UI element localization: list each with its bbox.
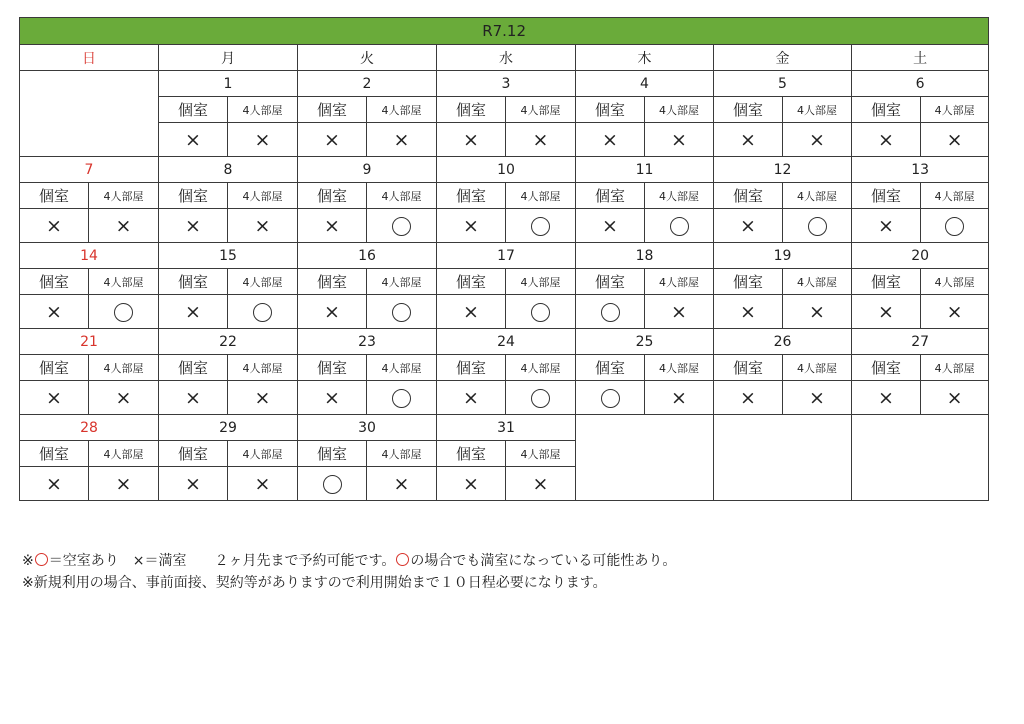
shared-room-label: 4人部屋 — [228, 97, 298, 123]
day-number: 27 — [852, 329, 989, 355]
availability-cell — [437, 123, 506, 157]
availability-cell — [783, 209, 852, 243]
day-number: 20 — [852, 243, 989, 269]
vacant-circle-icon — [531, 303, 550, 322]
shared-room-label: 4人部屋 — [89, 183, 159, 209]
shared-room-label: 4人部屋 — [783, 97, 852, 123]
private-room-label: 個室 — [298, 269, 367, 295]
availability-cell — [437, 381, 506, 415]
shared-room-label: 4人部屋 — [645, 269, 714, 295]
shared-room-label: 4人部屋 — [783, 183, 852, 209]
full-cross-mark: × — [185, 214, 201, 237]
legend-text-2: の場合でも満室になっている可能性あり。 — [410, 553, 677, 569]
private-room-label: 個室 — [20, 269, 89, 295]
full-cross-mark: × — [254, 128, 271, 151]
full-cross-mark: × — [115, 214, 132, 237]
full-cross-mark: × — [463, 472, 479, 495]
private-room-label: 個室 — [437, 269, 506, 295]
full-cross-mark: × — [46, 472, 62, 495]
shared-room-label: 4人部屋 — [367, 441, 437, 467]
vacant-circle-icon — [808, 217, 827, 236]
full-cross-mark: × — [393, 128, 410, 151]
vacant-circle-icon — [392, 389, 411, 408]
day-number: 14 — [20, 243, 159, 269]
availability-cell — [367, 123, 437, 157]
availability-cell — [576, 381, 645, 415]
private-room-label: 個室 — [437, 183, 506, 209]
availability-cell — [645, 295, 714, 329]
private-room-label: 個室 — [576, 355, 645, 381]
availability-cell — [159, 209, 228, 243]
day-number: 7 — [20, 157, 159, 183]
weekday-header: 木 — [576, 45, 714, 71]
full-cross-mark: × — [185, 472, 201, 495]
availability-cell — [506, 381, 576, 415]
availability-cell — [506, 123, 576, 157]
shared-room-label: 4人部屋 — [367, 355, 437, 381]
vacant-circle-icon — [253, 303, 272, 322]
full-cross-mark: × — [463, 386, 479, 409]
availability-cell — [20, 381, 89, 415]
full-cross-mark: × — [254, 214, 271, 237]
full-cross-mark: × — [185, 128, 201, 151]
private-room-label: 個室 — [159, 355, 228, 381]
legend-line-2: ※新規利用の場合、事前面接、契約等がありますので利用開始まで１０日程必要になります。 — [22, 575, 607, 591]
full-cross-mark: × — [671, 300, 687, 323]
vacant-circle-icon — [531, 217, 550, 236]
day-number: 23 — [298, 329, 437, 355]
day-number: 15 — [159, 243, 298, 269]
shared-room-label: 4人部屋 — [89, 355, 159, 381]
vacant-circle-icon — [601, 303, 620, 322]
availability-cell — [852, 209, 921, 243]
legend-text-1: ＝空室あり ×＝満室 ２ヶ月先まで予約可能です。 — [48, 553, 396, 569]
availability-cell — [159, 295, 228, 329]
private-room-label: 個室 — [298, 97, 367, 123]
legend-line-1 — [22, 550, 676, 572]
full-cross-mark: × — [671, 386, 687, 409]
availability-cell — [714, 381, 783, 415]
availability-cell — [506, 209, 576, 243]
full-cross-mark: × — [532, 128, 549, 151]
availability-cell — [228, 467, 298, 501]
availability-cell — [783, 381, 852, 415]
availability-cell — [20, 295, 89, 329]
day-number: 21 — [20, 329, 159, 355]
full-cross-mark: × — [809, 300, 825, 323]
day-number: 11 — [576, 157, 714, 183]
full-cross-mark: × — [946, 386, 963, 409]
vacant-circle-icon — [392, 217, 411, 236]
full-cross-mark: × — [46, 386, 62, 409]
full-cross-mark: × — [463, 300, 479, 323]
availability-cell — [367, 467, 437, 501]
vacant-circle-icon — [114, 303, 133, 322]
day-number: 6 — [852, 71, 989, 97]
shared-room-label: 4人部屋 — [506, 269, 576, 295]
availability-cell — [367, 295, 437, 329]
day-number: 10 — [437, 157, 576, 183]
availability-cell — [576, 123, 645, 157]
day-number: 28 — [20, 415, 159, 441]
availability-cell — [437, 295, 506, 329]
vacant-circle-icon — [531, 389, 550, 408]
availability-calendar — [19, 17, 989, 501]
full-cross-mark: × — [463, 214, 479, 237]
availability-cell — [506, 295, 576, 329]
shared-room-label: 4人部屋 — [228, 441, 298, 467]
vacant-circle-icon — [945, 217, 964, 236]
availability-cell — [367, 209, 437, 243]
private-room-label: 個室 — [852, 355, 921, 381]
availability-cell — [852, 123, 921, 157]
empty-day-cell — [714, 415, 852, 441]
full-cross-mark: × — [878, 300, 894, 323]
shared-room-label: 4人部屋 — [921, 183, 989, 209]
availability-cell — [437, 467, 506, 501]
private-room-label: 個室 — [298, 355, 367, 381]
full-cross-mark: × — [185, 300, 201, 323]
shared-room-label: 4人部屋 — [228, 269, 298, 295]
private-room-label: 個室 — [20, 355, 89, 381]
shared-room-label: 4人部屋 — [367, 269, 437, 295]
full-cross-mark: × — [324, 214, 340, 237]
day-number: 29 — [159, 415, 298, 441]
vacant-circle-icon — [670, 217, 689, 236]
availability-cell — [298, 467, 367, 501]
availability-cell — [367, 381, 437, 415]
shared-room-label: 4人部屋 — [506, 441, 576, 467]
availability-cell — [228, 209, 298, 243]
day-number: 19 — [714, 243, 852, 269]
private-room-label: 個室 — [159, 183, 228, 209]
full-cross-mark: × — [740, 300, 756, 323]
empty-day-cell — [20, 71, 159, 97]
vacant-circle-icon — [323, 475, 342, 494]
private-room-label: 個室 — [714, 183, 783, 209]
full-cross-mark: × — [809, 386, 825, 409]
full-cross-mark: × — [602, 214, 618, 237]
shared-room-label: 4人部屋 — [367, 97, 437, 123]
full-cross-mark: × — [393, 472, 410, 495]
weekday-header: 火 — [298, 45, 437, 71]
private-room-label: 個室 — [20, 441, 89, 467]
empty-day-cell — [852, 415, 989, 441]
private-room-label: 個室 — [852, 183, 921, 209]
weekday-header: 日 — [20, 45, 159, 71]
availability-cell — [298, 123, 367, 157]
availability-cell — [921, 209, 989, 243]
availability-cell — [852, 295, 921, 329]
private-room-label: 個室 — [20, 183, 89, 209]
private-room-label: 個室 — [159, 97, 228, 123]
vacant-circle-icon — [601, 389, 620, 408]
shared-room-label: 4人部屋 — [89, 441, 159, 467]
private-room-label: 個室 — [437, 355, 506, 381]
full-cross-mark: × — [946, 300, 963, 323]
day-number: 4 — [576, 71, 714, 97]
full-cross-mark: × — [602, 128, 618, 151]
shared-room-label: 4人部屋 — [367, 183, 437, 209]
weekday-header: 土 — [852, 45, 989, 71]
shared-room-label: 4人部屋 — [921, 269, 989, 295]
availability-cell — [20, 467, 89, 501]
full-cross-mark: × — [740, 386, 756, 409]
availability-cell — [645, 381, 714, 415]
availability-cell — [437, 209, 506, 243]
empty-day-cell — [20, 97, 159, 123]
availability-cell — [921, 381, 989, 415]
availability-cell — [89, 209, 159, 243]
day-number: 3 — [437, 71, 576, 97]
empty-day-cell — [576, 441, 714, 467]
day-number: 26 — [714, 329, 852, 355]
full-cross-mark: × — [878, 386, 894, 409]
availability-cell — [576, 295, 645, 329]
shared-room-label: 4人部屋 — [645, 97, 714, 123]
full-cross-mark: × — [740, 128, 756, 151]
weekday-header: 月 — [159, 45, 298, 71]
availability-cell — [89, 381, 159, 415]
vacant-circle-icon — [396, 553, 409, 566]
day-number: 2 — [298, 71, 437, 97]
shared-room-label: 4人部屋 — [921, 355, 989, 381]
availability-cell — [159, 467, 228, 501]
availability-cell — [298, 209, 367, 243]
day-number: 1 — [159, 71, 298, 97]
availability-cell — [714, 123, 783, 157]
full-cross-mark: × — [46, 300, 62, 323]
vacant-circle-icon — [35, 553, 48, 566]
shared-room-label: 4人部屋 — [89, 269, 159, 295]
private-room-label: 個室 — [576, 269, 645, 295]
empty-day-cell — [852, 467, 989, 501]
full-cross-mark: × — [463, 128, 479, 151]
full-cross-mark: × — [185, 386, 201, 409]
empty-day-cell — [20, 123, 159, 157]
availability-cell — [298, 381, 367, 415]
availability-cell — [20, 209, 89, 243]
private-room-label: 個室 — [298, 183, 367, 209]
full-cross-mark: × — [324, 128, 340, 151]
day-number: 24 — [437, 329, 576, 355]
weekday-header: 水 — [437, 45, 576, 71]
private-room-label: 個室 — [852, 269, 921, 295]
empty-day-cell — [576, 467, 714, 501]
day-number: 31 — [437, 415, 576, 441]
shared-room-label: 4人部屋 — [783, 269, 852, 295]
day-number: 17 — [437, 243, 576, 269]
legend-notes — [22, 550, 676, 594]
private-room-label: 個室 — [159, 269, 228, 295]
shared-room-label: 4人部屋 — [645, 183, 714, 209]
full-cross-mark: × — [809, 128, 825, 151]
availability-cell — [714, 209, 783, 243]
full-cross-mark: × — [115, 386, 132, 409]
availability-cell — [921, 123, 989, 157]
availability-cell — [506, 467, 576, 501]
day-number: 13 — [852, 157, 989, 183]
full-cross-mark: × — [254, 472, 271, 495]
private-room-label: 個室 — [714, 97, 783, 123]
availability-cell — [159, 123, 228, 157]
availability-cell — [645, 209, 714, 243]
shared-room-label: 4人部屋 — [228, 183, 298, 209]
private-room-label: 個室 — [298, 441, 367, 467]
private-room-label: 個室 — [852, 97, 921, 123]
full-cross-mark: × — [671, 128, 687, 151]
private-room-label: 個室 — [159, 441, 228, 467]
empty-day-cell — [576, 415, 714, 441]
private-room-label: 個室 — [714, 355, 783, 381]
availability-cell — [228, 123, 298, 157]
month-title: R7.12 — [20, 18, 989, 45]
day-number: 18 — [576, 243, 714, 269]
day-number: 5 — [714, 71, 852, 97]
empty-day-cell — [852, 441, 989, 467]
vacant-circle-icon — [392, 303, 411, 322]
empty-day-cell — [714, 467, 852, 501]
full-cross-mark: × — [324, 300, 340, 323]
full-cross-mark: × — [878, 128, 894, 151]
shared-room-label: 4人部屋 — [506, 355, 576, 381]
full-cross-mark: × — [324, 386, 340, 409]
full-cross-mark: × — [115, 472, 132, 495]
full-cross-mark: × — [532, 472, 549, 495]
availability-cell — [228, 381, 298, 415]
day-number: 22 — [159, 329, 298, 355]
availability-cell — [89, 295, 159, 329]
shared-room-label: 4人部屋 — [506, 183, 576, 209]
weekday-header: 金 — [714, 45, 852, 71]
day-number: 12 — [714, 157, 852, 183]
availability-cell — [852, 381, 921, 415]
day-number: 30 — [298, 415, 437, 441]
availability-cell — [645, 123, 714, 157]
full-cross-mark: × — [46, 214, 62, 237]
full-cross-mark: × — [946, 128, 963, 151]
availability-cell — [298, 295, 367, 329]
availability-cell — [228, 295, 298, 329]
shared-room-label: 4人部屋 — [228, 355, 298, 381]
shared-room-label: 4人部屋 — [783, 355, 852, 381]
full-cross-mark: × — [740, 214, 756, 237]
availability-cell — [921, 295, 989, 329]
private-room-label: 個室 — [437, 441, 506, 467]
availability-cell — [89, 467, 159, 501]
availability-cell — [783, 123, 852, 157]
day-number: 9 — [298, 157, 437, 183]
day-number: 25 — [576, 329, 714, 355]
shared-room-label: 4人部屋 — [506, 97, 576, 123]
shared-room-label: 4人部屋 — [921, 97, 989, 123]
availability-cell — [576, 209, 645, 243]
note-mark: ※ — [22, 553, 34, 569]
private-room-label: 個室 — [576, 97, 645, 123]
full-cross-mark: × — [254, 386, 271, 409]
shared-room-label: 4人部屋 — [645, 355, 714, 381]
empty-day-cell — [714, 441, 852, 467]
availability-cell — [159, 381, 228, 415]
full-cross-mark: × — [878, 214, 894, 237]
availability-cell — [783, 295, 852, 329]
day-number: 16 — [298, 243, 437, 269]
private-room-label: 個室 — [437, 97, 506, 123]
private-room-label: 個室 — [714, 269, 783, 295]
private-room-label: 個室 — [576, 183, 645, 209]
availability-cell — [714, 295, 783, 329]
day-number: 8 — [159, 157, 298, 183]
